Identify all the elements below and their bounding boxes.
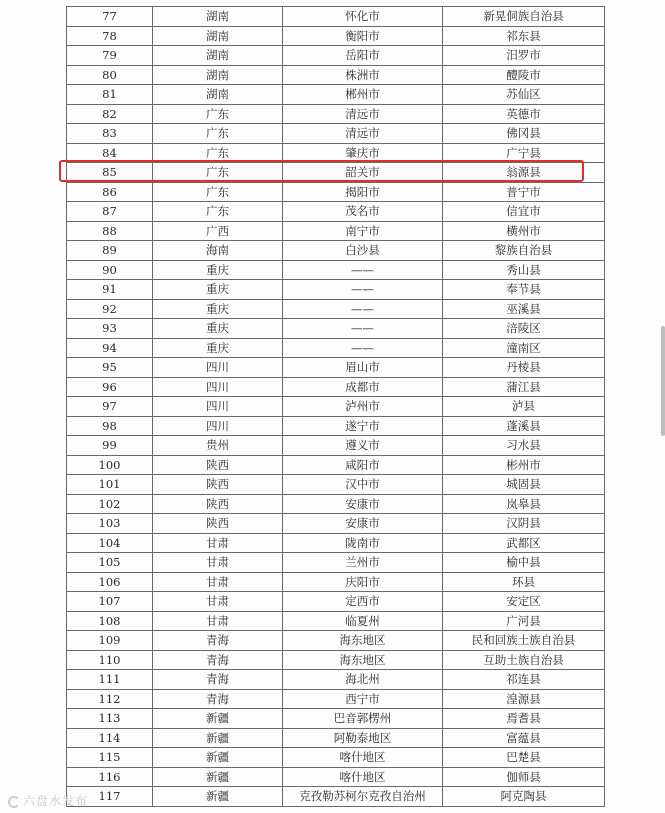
table-row: [67, 533, 605, 553]
table-row: [67, 455, 605, 475]
province-cell: 甘肃: [153, 592, 283, 612]
city-cell: ——: [283, 260, 443, 280]
row-number: 102: [67, 494, 153, 514]
province-cell: 新疆: [153, 787, 283, 807]
county-cell: 普宁市: [443, 182, 605, 202]
row-number: 114: [67, 728, 153, 748]
county-cell: 巴楚县: [443, 748, 605, 768]
table-row: [67, 631, 605, 651]
province-cell: 陕西: [153, 455, 283, 475]
province-cell: 甘肃: [153, 572, 283, 592]
city-cell: 安康市: [283, 514, 443, 534]
county-cell: 互助土族自治县: [443, 650, 605, 670]
county-cell: 苏仙区: [443, 85, 605, 105]
city-cell: 庆阳市: [283, 572, 443, 592]
table-row: [67, 397, 605, 417]
city-cell: 汉中市: [283, 475, 443, 495]
province-cell: 重庆: [153, 260, 283, 280]
row-number: 117: [67, 787, 153, 807]
city-cell: 成都市: [283, 377, 443, 397]
row-number: 77: [67, 7, 153, 27]
city-cell: 清远市: [283, 104, 443, 124]
province-cell: 海南: [153, 241, 283, 261]
table-row: [67, 124, 605, 144]
province-cell: 甘肃: [153, 611, 283, 631]
table-body: [67, 7, 605, 807]
city-cell: 喀什地区: [283, 748, 443, 768]
row-number: 95: [67, 358, 153, 378]
table-row: [67, 46, 605, 66]
row-number: 84: [67, 143, 153, 163]
table-row: [67, 104, 605, 124]
table-row: [67, 202, 605, 222]
table-row: [67, 416, 605, 436]
table-row: [67, 514, 605, 534]
row-number: 98: [67, 416, 153, 436]
table-row: [67, 7, 605, 27]
city-cell: 南宁市: [283, 221, 443, 241]
city-cell: 巴音郭楞州: [283, 709, 443, 729]
city-cell: 海北州: [283, 670, 443, 690]
province-cell: 广东: [153, 163, 283, 183]
row-number: 96: [67, 377, 153, 397]
row-number: 89: [67, 241, 153, 261]
row-number: 87: [67, 202, 153, 222]
county-cell: 榆中县: [443, 553, 605, 573]
city-cell: 安康市: [283, 494, 443, 514]
city-cell: 眉山市: [283, 358, 443, 378]
county-cell: 环县: [443, 572, 605, 592]
row-number: 106: [67, 572, 153, 592]
county-cell: 富蕴县: [443, 728, 605, 748]
province-cell: 陕西: [153, 514, 283, 534]
row-number: 83: [67, 124, 153, 144]
county-cell: 新晃侗族自治县: [443, 7, 605, 27]
city-cell: 西宁市: [283, 689, 443, 709]
county-cell: 焉耆县: [443, 709, 605, 729]
city-cell: 咸阳市: [283, 455, 443, 475]
province-cell: 广东: [153, 124, 283, 144]
province-cell: 四川: [153, 397, 283, 417]
province-cell: 四川: [153, 358, 283, 378]
city-cell: 茂名市: [283, 202, 443, 222]
province-cell: 新疆: [153, 728, 283, 748]
table-row: [67, 553, 605, 573]
logo-icon: [8, 796, 20, 808]
county-cell: 祁连县: [443, 670, 605, 690]
table-row: [67, 280, 605, 300]
row-number: 88: [67, 221, 153, 241]
city-cell: ——: [283, 299, 443, 319]
table-row: [67, 377, 605, 397]
row-number: 113: [67, 709, 153, 729]
city-cell: 株洲市: [283, 65, 443, 85]
city-cell: 肇庆市: [283, 143, 443, 163]
county-cell: 安定区: [443, 592, 605, 612]
county-cell: 翁源县: [443, 163, 605, 183]
table-row: [67, 358, 605, 378]
county-cell: 横州市: [443, 221, 605, 241]
county-cell: 信宜市: [443, 202, 605, 222]
table-row: [67, 572, 605, 592]
city-cell: 郴州市: [283, 85, 443, 105]
province-cell: 重庆: [153, 338, 283, 358]
row-number: 82: [67, 104, 153, 124]
province-cell: 重庆: [153, 280, 283, 300]
row-number: 116: [67, 767, 153, 787]
city-cell: 揭阳市: [283, 182, 443, 202]
table-row: [67, 767, 605, 787]
city-cell: 怀化市: [283, 7, 443, 27]
row-number: 97: [67, 397, 153, 417]
county-cell: 秀山县: [443, 260, 605, 280]
row-number: 108: [67, 611, 153, 631]
city-cell: 泸州市: [283, 397, 443, 417]
county-cell: 伽师县: [443, 767, 605, 787]
row-number: 104: [67, 533, 153, 553]
city-cell: ——: [283, 338, 443, 358]
county-cell: 岚皋县: [443, 494, 605, 514]
city-cell: 海东地区: [283, 631, 443, 651]
scrollbar[interactable]: [661, 326, 665, 436]
county-cell: 祁东县: [443, 26, 605, 46]
row-number: 110: [67, 650, 153, 670]
county-cell: 巫溪县: [443, 299, 605, 319]
county-cell: 泸县: [443, 397, 605, 417]
row-number: 81: [67, 85, 153, 105]
table-row: [67, 689, 605, 709]
county-cell: 民和回族土族自治县: [443, 631, 605, 651]
city-cell: 海东地区: [283, 650, 443, 670]
city-cell: 遂宁市: [283, 416, 443, 436]
province-cell: 重庆: [153, 319, 283, 339]
province-cell: 甘肃: [153, 553, 283, 573]
city-cell: 遵义市: [283, 436, 443, 456]
row-number: 92: [67, 299, 153, 319]
province-cell: 新疆: [153, 709, 283, 729]
table-row: [67, 670, 605, 690]
table-row: [67, 182, 605, 202]
table-row: [67, 709, 605, 729]
city-cell: 克孜勒苏柯尔克孜自治州: [283, 787, 443, 807]
table-row: [67, 163, 605, 183]
table-row: [67, 241, 605, 261]
province-cell: 湖南: [153, 46, 283, 66]
county-cell: 蒲江县: [443, 377, 605, 397]
province-cell: 四川: [153, 377, 283, 397]
county-cell: 潼南区: [443, 338, 605, 358]
row-number: 90: [67, 260, 153, 280]
city-cell: 喀什地区: [283, 767, 443, 787]
province-cell: 湖南: [153, 26, 283, 46]
table-row: [67, 143, 605, 163]
county-cell: 奉节县: [443, 280, 605, 300]
province-cell: 四川: [153, 416, 283, 436]
county-cell: 英德市: [443, 104, 605, 124]
county-cell: 广河县: [443, 611, 605, 631]
city-cell: 清远市: [283, 124, 443, 144]
table-row: [67, 436, 605, 456]
row-number: 91: [67, 280, 153, 300]
row-number: 78: [67, 26, 153, 46]
county-cell: 广宁县: [443, 143, 605, 163]
table-row: [67, 260, 605, 280]
watermark: [8, 792, 88, 809]
city-cell: 陇南市: [283, 533, 443, 553]
table-row: [67, 338, 605, 358]
province-cell: 广东: [153, 143, 283, 163]
row-number: 103: [67, 514, 153, 534]
province-cell: 湖南: [153, 7, 283, 27]
table-row: [67, 85, 605, 105]
table-row: [67, 65, 605, 85]
row-number: 94: [67, 338, 153, 358]
row-number: 105: [67, 553, 153, 573]
province-cell: 新疆: [153, 748, 283, 768]
county-cell: 城固县: [443, 475, 605, 495]
province-cell: 重庆: [153, 299, 283, 319]
province-cell: 甘肃: [153, 533, 283, 553]
row-number: 112: [67, 689, 153, 709]
province-cell: 贵州: [153, 436, 283, 456]
province-cell: 新疆: [153, 767, 283, 787]
row-number: 100: [67, 455, 153, 475]
row-number: 115: [67, 748, 153, 768]
city-cell: 定西市: [283, 592, 443, 612]
row-number: 80: [67, 65, 153, 85]
province-cell: 湖南: [153, 85, 283, 105]
row-number: 93: [67, 319, 153, 339]
province-cell: 湖南: [153, 65, 283, 85]
table-row: [67, 221, 605, 241]
table-row: [67, 475, 605, 495]
county-cell: 蓬溪县: [443, 416, 605, 436]
province-cell: 广东: [153, 202, 283, 222]
table-row: [67, 319, 605, 339]
province-cell: 陕西: [153, 475, 283, 495]
row-number: 109: [67, 631, 153, 651]
county-cell: 汉阴县: [443, 514, 605, 534]
county-cell: 阿克陶县: [443, 787, 605, 807]
city-cell: 临夏州: [283, 611, 443, 631]
city-cell: ——: [283, 319, 443, 339]
province-cell: 广西: [153, 221, 283, 241]
table-row: [67, 611, 605, 631]
table-row: [67, 26, 605, 46]
county-cell: 汨罗市: [443, 46, 605, 66]
city-cell: 衡阳市: [283, 26, 443, 46]
province-cell: 陕西: [153, 494, 283, 514]
city-cell: 兰州市: [283, 553, 443, 573]
row-number: 79: [67, 46, 153, 66]
province-cell: 青海: [153, 670, 283, 690]
row-number: 99: [67, 436, 153, 456]
province-cell: 广东: [153, 104, 283, 124]
city-cell: 岳阳市: [283, 46, 443, 66]
table-row: [67, 494, 605, 514]
city-cell: ——: [283, 280, 443, 300]
row-number: 86: [67, 182, 153, 202]
table-row: [67, 748, 605, 768]
table-row: [67, 650, 605, 670]
table-row: [67, 592, 605, 612]
watermark-text: 六盘水发布: [23, 794, 89, 808]
county-list-table: [66, 6, 605, 807]
province-cell: 青海: [153, 689, 283, 709]
province-cell: 青海: [153, 650, 283, 670]
table-row: [67, 728, 605, 748]
county-cell: 湟源县: [443, 689, 605, 709]
row-number: 85: [67, 163, 153, 183]
row-number: 111: [67, 670, 153, 690]
county-cell: 武都区: [443, 533, 605, 553]
county-cell: 丹棱县: [443, 358, 605, 378]
county-cell: 涪陵区: [443, 319, 605, 339]
table-row: [67, 787, 605, 807]
county-cell: 黎族自治县: [443, 241, 605, 261]
province-cell: 青海: [153, 631, 283, 651]
city-cell: 白沙县: [283, 241, 443, 261]
city-cell: 阿勒泰地区: [283, 728, 443, 748]
row-number: 107: [67, 592, 153, 612]
row-number: 101: [67, 475, 153, 495]
county-cell: 彬州市: [443, 455, 605, 475]
table-row: [67, 299, 605, 319]
county-cell: 佛冈县: [443, 124, 605, 144]
county-cell: 习水县: [443, 436, 605, 456]
province-cell: 广东: [153, 182, 283, 202]
city-cell: 韶关市: [283, 163, 443, 183]
county-cell: 醴陵市: [443, 65, 605, 85]
